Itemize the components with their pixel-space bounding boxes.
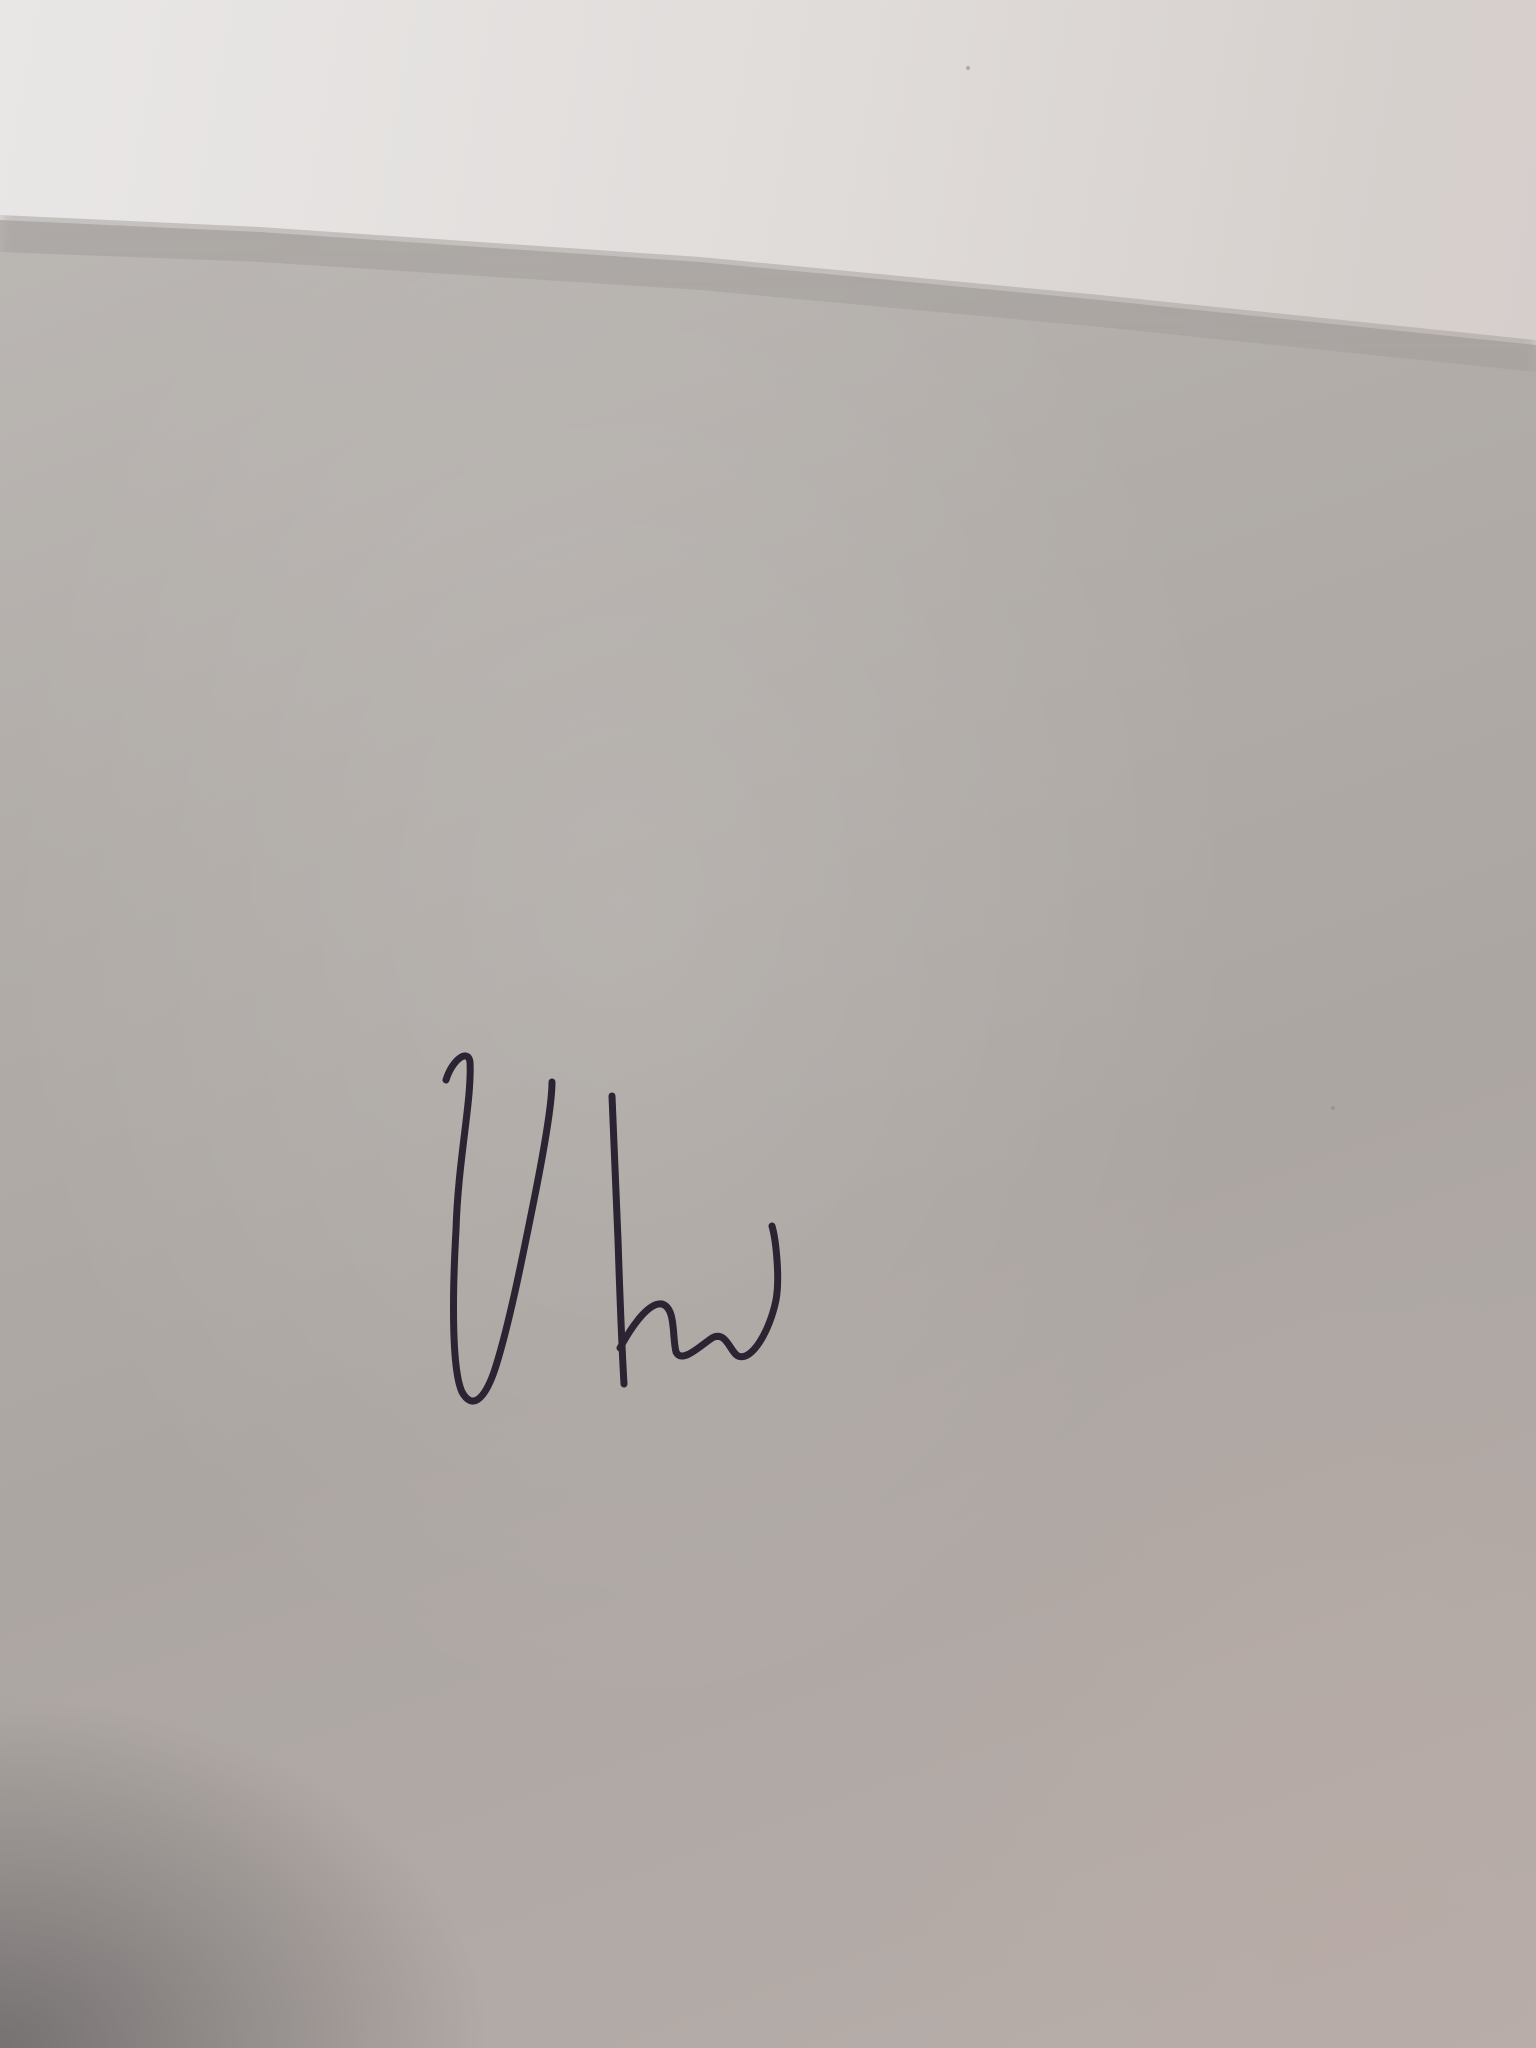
- signature-stroke-v: [446, 1056, 552, 1401]
- signature-stroke-n: [620, 1226, 778, 1357]
